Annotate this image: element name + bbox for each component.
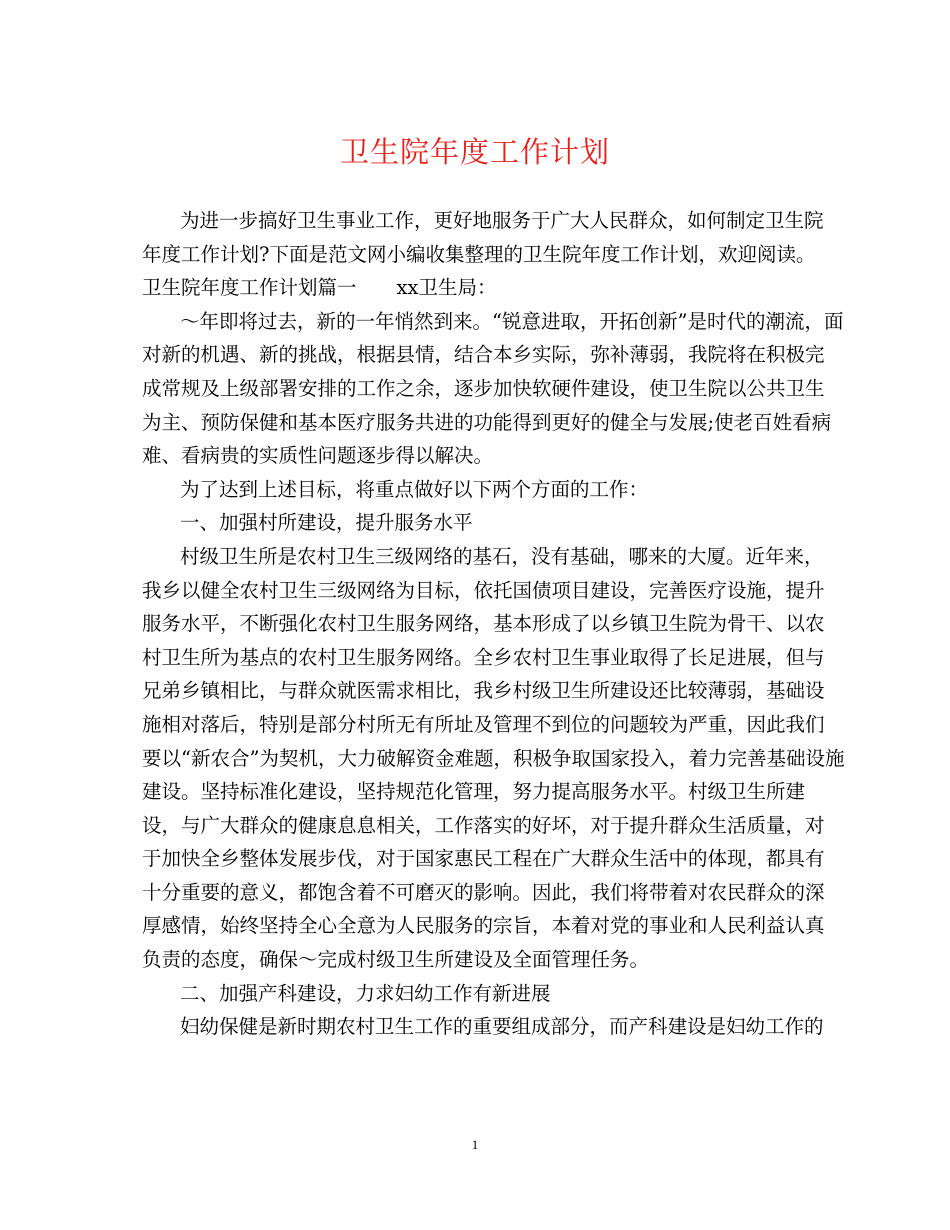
paragraph-line: 妇幼保健是新时期农村卫生工作的重要组成部分，而产科建设是妇幼工作的 [180, 1015, 824, 1039]
paragraph-line: 年度工作计划?下面是范文网小编收集整理的卫生院年度工作计划，欢迎阅读。 [142, 242, 816, 266]
paragraph-line: 服务水平，不断强化农村卫生服务网络，基本形成了以乡镇卫生院为骨干、以农 [142, 612, 825, 636]
paragraph-line: 设，与广大群众的健康息息相关，工作落实的好坏，对于提升群众生活质量，对 [142, 813, 825, 837]
paragraph-line [142, 271, 810, 305]
paragraph-line: 村级卫生所是农村卫生三级网络的基石，没有基础，哪来的大厦。近年来， [180, 544, 824, 568]
document-title: 卫生院年度工作计划 [339, 135, 610, 169]
paragraph-line: 兄弟乡镇相比，与群众就医需求相比，我乡村级卫生所建设还比较薄弱，基础设 [142, 679, 825, 703]
paragraph-line: 村卫生所为基点的农村卫生服务网络。全乡农村卫生事业取得了长足进展，但与 [142, 645, 825, 669]
paragraph-line: 十分重要的意义，都饱含着不可磨灭的影响。因此，我们将带着对农民群众的深 [142, 880, 825, 904]
paragraph-line: 厚感情，始终坚持全心全意为人民服务的宗旨，本着对党的事业和人民利益认真 [142, 914, 825, 938]
paragraph-line: 为进一步搞好卫生事业工作，更好地服务于广大人民群众，如何制定卫生院 [180, 209, 824, 232]
paragraph-line: ～年即将过去，新的一年悄然到来。“锐意进取，开拓创新”是时代的潮流，面 [180, 309, 844, 333]
paragraph-line: 要以“新农合”为契机，大力破解资金难题，积极争取国家投入，着力完善基础设施 [142, 746, 845, 770]
paragraph-line: 建设。坚持标准化建设，坚持规范化管理，努力提高服务水平。村级卫生所建 [142, 780, 806, 804]
document-body [142, 204, 845, 1044]
page-number: 1 [471, 1137, 479, 1152]
paragraph-line: 负责的态度，确保～完成村级卫生所建设及全面管理任务。 [142, 948, 650, 972]
paragraph-line: 我乡以健全农村卫生三级网络为目标，依托国债项目建设，完善医疗设施，提升 [142, 578, 825, 602]
paragraph-line: 于加快全乡整体发展步伐，对于国家惠民工程在广大群众生活中的体现，都具有 [142, 847, 825, 871]
paragraph-line: 为了达到上述目标，将重点做好以下两个方面的工作： [180, 477, 649, 501]
paragraph-line: 为主、预防保健和基本医疗服务共进的功能得到更好的健全与发展;使老百姓看病 [142, 410, 832, 434]
paragraph-line: 难、看病贵的实质性问题逐步得以解决。 [142, 444, 494, 468]
paragraph-line: 成常规及上级部署安排的工作之余，逐步加快软硬件建设，使卫生院以公共卫生 [142, 376, 825, 400]
section-heading: 卫生院年度工作计划篇一 [142, 276, 357, 300]
paragraph-line: 施相对落后，特别是部分村所无有所址及管理不到位的问题较为严重，因此我们 [142, 712, 825, 736]
section-heading: 二、加强产科建设，力求妇幼工作有新进展 [180, 981, 551, 1005]
addressee: xx卫生局： [396, 276, 497, 300]
section-heading: 一、加强村所建设，提升服务水平 [180, 511, 473, 535]
paragraph-line: 对新的机遇、新的挑战，根据县情，结合本乡实际，弥补薄弱，我院将在积极完 [142, 343, 825, 367]
